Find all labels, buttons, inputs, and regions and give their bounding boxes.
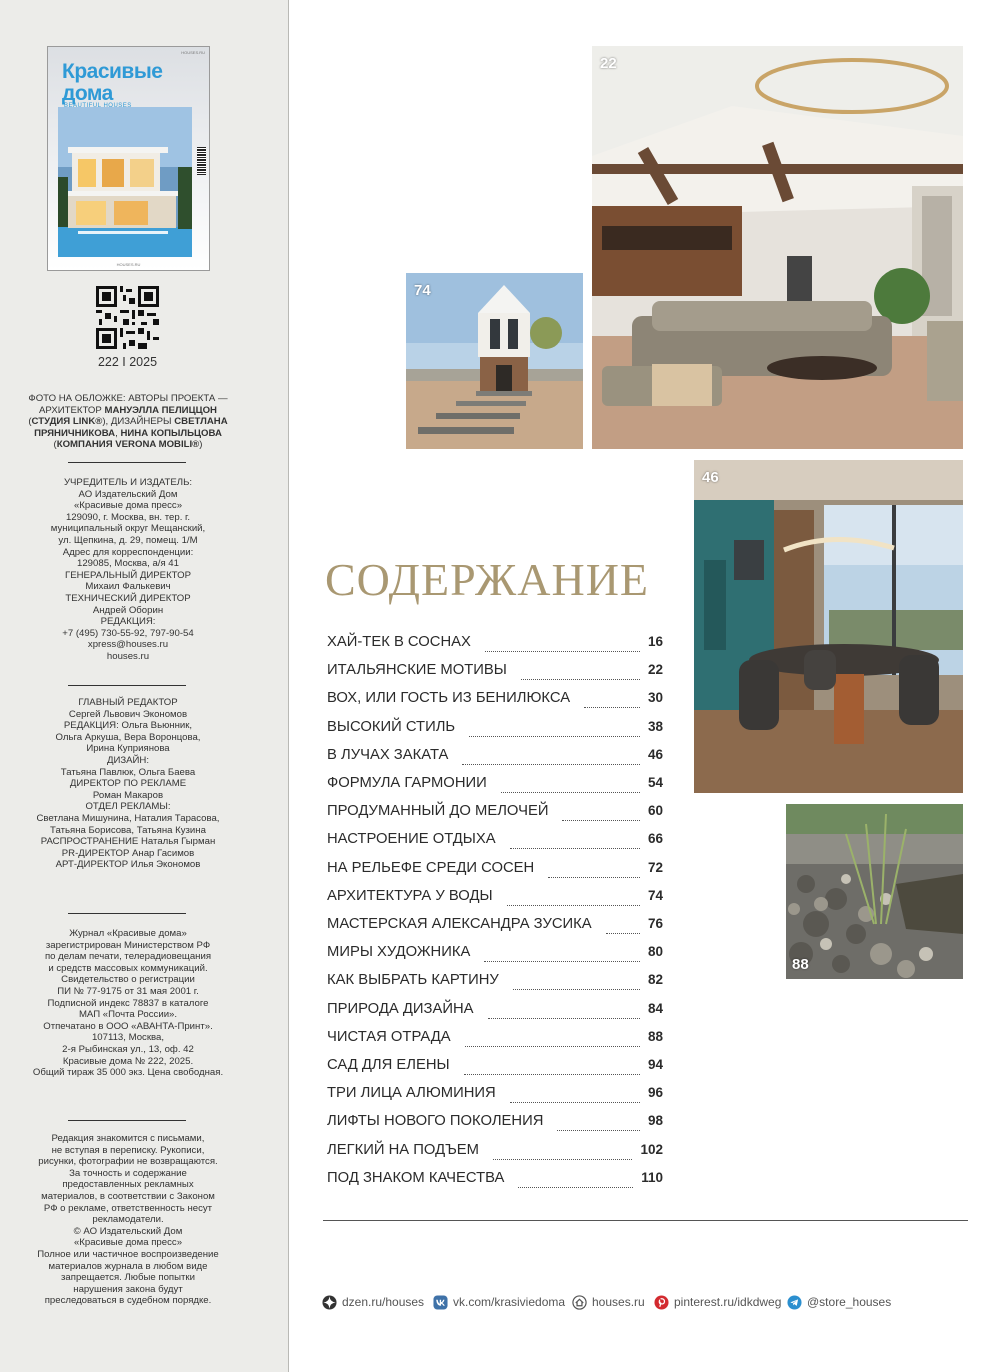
registration-line: Журнал «Красивые дома» bbox=[69, 928, 187, 939]
toc-item-page: 54 bbox=[647, 775, 663, 790]
garden-stones-image bbox=[786, 804, 963, 979]
toc-item-title: ИТАЛЬЯНСКИЕ МОТИВЫ bbox=[327, 662, 507, 679]
toc-leader-dots bbox=[521, 662, 640, 680]
photo-sunset-rays[interactable] bbox=[694, 460, 963, 793]
photo-italian-motives[interactable] bbox=[592, 46, 963, 449]
toc-item-title: ПОД ЗНАКОМ КАЧЕСТВА bbox=[327, 1169, 505, 1186]
publisher-line: муниципальный округ Мещанский, bbox=[50, 523, 206, 535]
toc-item[interactable] bbox=[327, 1029, 663, 1049]
legal-line: «Красивые дома пресс» bbox=[73, 1237, 183, 1249]
legal-line: РФ о рекламе, ответственность несут bbox=[43, 1202, 213, 1214]
toc-leader-dots bbox=[513, 972, 640, 990]
toc-leader-dots bbox=[484, 944, 640, 962]
toc-leader-dots bbox=[488, 1001, 640, 1019]
registration-line: Красивые дома № 222, 2025. bbox=[62, 1055, 194, 1067]
toc-item[interactable] bbox=[327, 1057, 663, 1077]
divider bbox=[68, 1120, 186, 1121]
staff-line: Татьяна Павлюк, Ольга Баева bbox=[60, 766, 196, 778]
toc-item-page: 60 bbox=[647, 803, 663, 819]
toc-item-title: САД ДЛЯ ЕЛЕНЫ bbox=[327, 1057, 450, 1073]
divider bbox=[68, 462, 186, 463]
toc-item[interactable] bbox=[327, 860, 663, 880]
registration-line: МАП «Почта России». bbox=[78, 1009, 178, 1021]
cover-logo-sub: BEAUTIFUL HOUSES bbox=[64, 103, 132, 109]
registration-info bbox=[14, 928, 242, 1079]
toc-item-title: ЛЕГКИЙ НА ПОДЪЕМ bbox=[327, 1141, 480, 1158]
publisher-line: Михаил Фалькевич bbox=[85, 581, 171, 593]
staff-line: ОТДЕЛ РЕКЛАМЫ: bbox=[85, 801, 171, 813]
toc-item-page: 94 bbox=[647, 1057, 663, 1072]
toc-item-page: 84 bbox=[647, 1000, 663, 1016]
toc-item[interactable] bbox=[327, 690, 663, 710]
toc-item-title: ПРИРОДА ДИЗАЙНА bbox=[327, 1000, 474, 1017]
staff-line: Татьяна Борисова, Татьяна Кузина bbox=[50, 824, 206, 836]
publisher-line: «Красивые дома пресс» bbox=[73, 500, 183, 512]
toc-item-title: ВЫСОКИЙ СТИЛЬ bbox=[327, 718, 456, 735]
toc-leader-dots bbox=[493, 1142, 632, 1160]
toc-item-title: ЛИФТЫ НОВОГО ПОКОЛЕНИЯ bbox=[327, 1113, 544, 1130]
toc-leader-dots bbox=[518, 1170, 633, 1188]
toc-item-title: ВОХ, ИЛИ ГОСТЬ ИЗ БЕНИЛЮКСА bbox=[327, 690, 571, 707]
staff-line: ДИРЕКТОР ПО РЕКЛАМЕ bbox=[69, 778, 187, 790]
toc-item-page: 82 bbox=[647, 972, 663, 988]
divider bbox=[68, 913, 186, 914]
toc-leader-dots bbox=[548, 860, 640, 878]
publisher-line: 129085, Москва, а/я 41 bbox=[77, 558, 179, 570]
qr-code[interactable] bbox=[96, 286, 159, 349]
issue-number: 222 I 2025 bbox=[97, 355, 158, 369]
cover-top-tag: HOUSES.RU bbox=[181, 50, 205, 55]
toc-item-page: 22 bbox=[647, 662, 663, 678]
publisher-line: houses.ru bbox=[106, 650, 150, 662]
registration-line: зарегистрирован Министерством РФ bbox=[45, 939, 211, 951]
registration-line: Отпечатано в ООО «АВАНТА-Принт». bbox=[43, 1020, 213, 1032]
toc-item-title: ПРОДУМАННЫЙ ДО МЕЛОЧЕЙ bbox=[327, 803, 549, 820]
staff-line: PR-ДИРЕКТОР Анар Гасимов bbox=[61, 847, 195, 859]
toc-item-page: 74 bbox=[647, 887, 663, 903]
publisher-line: РЕДАКЦИЯ: bbox=[100, 616, 156, 628]
toc-leader-dots bbox=[501, 775, 640, 793]
toc-item[interactable] bbox=[327, 747, 663, 767]
legal-line: Редакция знакомится с письмами, bbox=[51, 1133, 205, 1144]
toc-item[interactable] bbox=[327, 662, 663, 682]
staff-line: РЕДАКЦИЯ: Ольга Вьюнник, bbox=[63, 720, 193, 732]
toc-item-page: 38 bbox=[647, 718, 663, 734]
home-icon bbox=[572, 1295, 587, 1310]
legal-line: рекламодатели. bbox=[92, 1214, 164, 1226]
dining-room-image bbox=[694, 460, 963, 793]
toc-leader-dots bbox=[510, 831, 640, 849]
toc-item-title: НАСТРОЕНИЕ ОТДЫХА bbox=[327, 831, 496, 848]
legal-line: материалов журнала в любом виде bbox=[48, 1260, 208, 1272]
toc-item[interactable] bbox=[327, 1142, 663, 1162]
toc-item-title: ФОРМУЛА ГАРМОНИИ bbox=[327, 775, 487, 791]
legal-line: За точность и содержание bbox=[69, 1167, 187, 1179]
toc-item-title: ТРИ ЛИЦА АЛЮМИНИЯ bbox=[327, 1085, 496, 1102]
vk-icon bbox=[433, 1295, 448, 1310]
toc-item[interactable] bbox=[327, 888, 663, 908]
toc-item-title: МАСТЕРСКАЯ АЛЕКСАНДРА ЗУСИКА bbox=[327, 916, 592, 932]
legal-line: нарушения закона будут bbox=[73, 1283, 183, 1295]
toc-item-page: 110 bbox=[641, 1169, 663, 1185]
legal-line: запрещается. Любые попытки bbox=[61, 1272, 195, 1284]
staff-line: Светлана Мишунина, Наталия Тарасова, bbox=[36, 812, 220, 824]
toc-item[interactable] bbox=[327, 719, 663, 739]
toc-item[interactable] bbox=[327, 944, 663, 964]
toc-title: СОДЕРЖАНИЕ bbox=[325, 554, 650, 605]
pinterest-icon bbox=[654, 1295, 669, 1310]
publisher-line: +7 (495) 730-55-92, 797-90-54 bbox=[62, 627, 194, 639]
toc-leader-dots bbox=[562, 803, 640, 821]
publisher-line: Адрес для корреспонденции: bbox=[62, 546, 194, 558]
toc-item-page: 16 bbox=[647, 634, 663, 649]
toc-leader-dots bbox=[557, 1113, 640, 1131]
staff-line: Сергей Львович Экономов bbox=[68, 708, 188, 720]
registration-line: 2-я Рыбинская ул., 13, оф. 42 bbox=[62, 1043, 194, 1055]
divider bbox=[68, 685, 186, 686]
telegram-icon bbox=[787, 1295, 802, 1310]
toc-item-page: 66 bbox=[647, 831, 663, 847]
publisher-line: Андрей Оборин bbox=[92, 604, 164, 616]
toc-leader-dots bbox=[507, 888, 640, 906]
toc-item[interactable] bbox=[327, 775, 663, 795]
toc-leader-dots bbox=[464, 1057, 640, 1075]
cover-footer: HOUSES.RU bbox=[116, 262, 141, 267]
toc-item-page: 72 bbox=[647, 859, 663, 875]
staff-line: Роман Макаров bbox=[92, 789, 164, 801]
imprint-column bbox=[0, 0, 289, 1372]
legal-line: рисунки, фотографии не возвращаются. bbox=[38, 1156, 218, 1168]
publisher-line: АО Издательский Дом bbox=[78, 488, 178, 500]
photo-page-number: 22 bbox=[600, 55, 617, 72]
toc-item[interactable] bbox=[327, 1113, 663, 1133]
staff-line: РАСПРОСТРАНЕНИЕ Наталья Гырман bbox=[40, 836, 216, 848]
staff-line: ДИЗАЙН: bbox=[106, 754, 150, 766]
toc-item[interactable] bbox=[327, 634, 663, 654]
photo-pure-delight[interactable] bbox=[786, 804, 963, 979]
toc-leader-dots bbox=[465, 1029, 640, 1047]
toc-item[interactable] bbox=[327, 972, 663, 992]
legal-line: Полное или частичное воспроизведение bbox=[37, 1248, 219, 1260]
registration-line: ПИ № 77-9175 от 31 мая 2001 г. bbox=[57, 985, 199, 997]
publisher-line: ТЕХНИЧЕСКИЙ ДИРЕКТОР bbox=[65, 592, 191, 604]
toc-item-page: 98 bbox=[647, 1113, 663, 1129]
registration-line: 107113, Москва, bbox=[91, 1032, 165, 1044]
registration-line: Свидетельство о регистрации bbox=[61, 974, 195, 986]
photo-architecture-by-water[interactable] bbox=[406, 273, 583, 449]
toc-item-title: КАК ВЫБРАТЬ КАРТИНУ bbox=[327, 972, 499, 989]
toc-item-page: 88 bbox=[647, 1028, 663, 1044]
registration-line: Общий тираж 35 000 экз. Цена свободная. bbox=[32, 1067, 224, 1079]
toc-leader-dots bbox=[606, 916, 640, 934]
toc-leader-dots bbox=[584, 690, 640, 708]
house-image bbox=[406, 273, 583, 449]
magazine-cover[interactable] bbox=[47, 46, 210, 271]
staff-list bbox=[14, 697, 242, 871]
toc-item[interactable] bbox=[327, 1085, 663, 1105]
cover-logo-line2: дома bbox=[62, 82, 113, 105]
cover-barcode bbox=[197, 147, 206, 175]
cover-house-image bbox=[58, 107, 192, 257]
dzen-icon bbox=[322, 1295, 337, 1310]
photo-page-number: 88 bbox=[792, 956, 809, 973]
toc-leader-dots bbox=[462, 747, 640, 765]
toc-leader-dots bbox=[510, 1085, 640, 1103]
publisher-line: xpress@houses.ru bbox=[87, 639, 169, 651]
legal-line: © АО Издательский Дом bbox=[73, 1225, 183, 1237]
toc-item-title: В ЛУЧАХ ЗАКАТА bbox=[327, 746, 449, 763]
cover-logo-line1: Красивые bbox=[62, 60, 163, 83]
legal-line: не вступая в переписку. Рукописи, bbox=[51, 1144, 205, 1156]
cover-credit: ФОТО НА ОБЛОЖКЕ: АВТОРЫ ПРОЕКТА — АРХИТЕКТОР МАНУЭЛЛА ПЕЛИЦЦОН (СТУДИЯ LINK®), ДИЗАЙНЕРЫ СВЕТЛАНА ПРЯНИЧНИКОВА, НИНА КОПЫЛЬЦОВА (КОМПАНИЯ VERONA MOBILI®) bbox=[28, 393, 228, 451]
legal-line: преследоваться в судебном порядке. bbox=[44, 1295, 212, 1307]
toc-item-page: 80 bbox=[647, 944, 663, 960]
staff-line: АРТ-ДИРЕКТОР Илья Экономов bbox=[55, 859, 201, 871]
staff-line: ГЛАВНЫЙ РЕДАКТОР bbox=[78, 697, 178, 708]
toc-item[interactable] bbox=[327, 831, 663, 851]
toc-item[interactable] bbox=[327, 916, 663, 936]
toc-item-page: 96 bbox=[647, 1085, 663, 1101]
publisher-line: ГЕНЕРАЛЬНЫЙ ДИРЕКТОР bbox=[65, 569, 191, 581]
toc-item-page: 30 bbox=[647, 690, 663, 706]
toc-leader-dots bbox=[485, 634, 640, 652]
bottom-divider bbox=[323, 1220, 968, 1221]
photo-page-number: 46 bbox=[702, 469, 719, 486]
toc-item-title: ХАЙ-ТЕК В СОСНАХ bbox=[327, 634, 471, 650]
publisher-line: УЧРЕДИТЕЛЬ И ИЗДАТЕЛЬ: bbox=[63, 477, 193, 488]
legal-line: материалов, в соответствии с Законом bbox=[41, 1190, 215, 1202]
toc-leader-dots bbox=[469, 719, 640, 737]
toc-item[interactable] bbox=[327, 803, 663, 823]
staff-line: Ольга Аркуша, Вера Воронцова, bbox=[55, 731, 201, 743]
toc-item-title: АРХИТЕКТУРА У ВОДЫ bbox=[327, 887, 493, 904]
publisher-line: ул. Щепкина, д. 29, помещ. 1/М bbox=[58, 534, 198, 546]
photo-page-number: 74 bbox=[414, 282, 431, 299]
toc-item-page: 46 bbox=[647, 746, 663, 762]
living-room-image bbox=[592, 46, 963, 449]
toc-item[interactable] bbox=[327, 1170, 663, 1190]
toc-item-title: НА РЕЛЬЕФЕ СРЕДИ СОСЕН bbox=[327, 859, 535, 876]
staff-line: Ирина Куприянова bbox=[86, 743, 170, 755]
publisher-info bbox=[14, 477, 242, 663]
toc-item-page: 76 bbox=[647, 916, 663, 931]
publisher-line: 129090, г. Москва, вн. тер. г. bbox=[65, 511, 191, 523]
toc-item-title: МИРЫ ХУДОЖНИКА bbox=[327, 944, 471, 961]
legal-notice bbox=[14, 1133, 242, 1307]
registration-line: Подписной индекс 78837 в каталоге bbox=[47, 997, 209, 1009]
legal-line: предоставленных рекламных bbox=[62, 1179, 194, 1191]
registration-line: и средств массовых коммуникаций. bbox=[48, 962, 208, 974]
toc-item-page: 102 bbox=[640, 1141, 663, 1157]
toc-item[interactable] bbox=[327, 1001, 663, 1021]
registration-line: по делам печати, телерадиовещания bbox=[44, 951, 212, 963]
toc-item-title: ЧИСТАЯ ОТРАДА bbox=[327, 1028, 451, 1045]
